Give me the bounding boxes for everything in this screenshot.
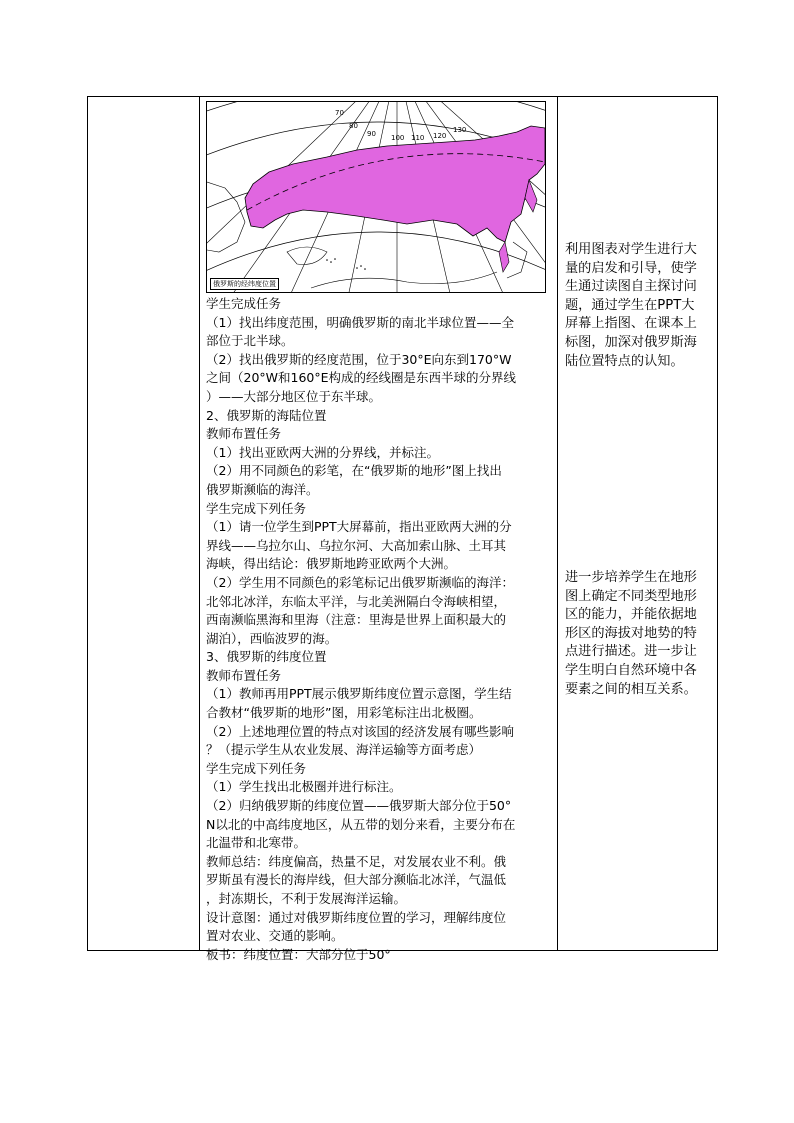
text-line: （1）教师再用PPT展示俄罗斯纬度位置示意图，学生结	[206, 686, 512, 702]
text-line: 教师总结：纬度偏高，热量不足，对发展农业不利。俄	[206, 853, 507, 869]
text-line: 界线——乌拉尔山、乌拉尔河、大高加索山脉、土耳其	[206, 537, 507, 553]
text-line: 湖泊），西临波罗的海。	[206, 630, 338, 646]
note-line: 屏幕上指图、在课本上	[565, 316, 697, 332]
text-line: 罗斯虽有漫长的海岸线，但大部分濒临北冰洋，气温低	[206, 872, 507, 888]
lesson-table	[87, 96, 718, 962]
text-line: （1）找出纬度范围，明确俄罗斯的南北半球位置——全	[206, 314, 514, 330]
russia-territory	[245, 126, 545, 242]
text-line: 3、俄罗斯的纬度位置	[206, 649, 327, 665]
text-line: （2）找出俄罗斯的经度范围，位于30°E向东到170°W	[206, 351, 512, 367]
design-note-1	[565, 241, 713, 371]
note-line: 标图，加深对俄罗斯海	[565, 334, 697, 350]
lon-label-70: 70	[335, 109, 344, 117]
note-line: 题，通过学生在PPT大	[565, 297, 695, 313]
lon-label-80: 80	[349, 122, 358, 130]
column-divider-left	[199, 97, 200, 950]
text-line: N以北的中高纬度地区，从五带的划分来看，主要分布在	[206, 816, 516, 832]
note-line: 形区的海拔对地势的特	[565, 625, 697, 641]
russia-latlon-map	[206, 101, 546, 293]
design-note-2	[565, 569, 713, 699]
text-line: ，封冻期长，不利于发展海洋运输。	[206, 891, 407, 906]
column-divider-right	[557, 97, 558, 950]
text-line: （1）找出亚欧两大洲的分界线，并标注。	[206, 444, 439, 460]
map-graphic	[207, 102, 546, 293]
lon-label-90: 90	[367, 130, 376, 138]
text-line: 学生完成下列任务	[206, 500, 307, 516]
text-line: 教师布置任务	[206, 426, 282, 442]
note-line: 点进行描述。进一步让	[565, 644, 697, 660]
text-line: （2）归纳俄罗斯的纬度位置——俄罗斯大部分位于50°	[206, 798, 512, 814]
text-line: 学生完成下列任务	[206, 760, 307, 776]
text-line: （2）学生用不同颜色的彩笔标记出俄罗斯濒临的海洋：	[206, 574, 514, 590]
text-line: （2）用不同颜色的彩笔，在“俄罗斯的地形”图上找出	[206, 463, 502, 479]
map-caption: 俄罗斯的经纬度位置	[210, 278, 279, 290]
text-line: 板书：纬度位置：大部分位于50°	[206, 946, 391, 962]
text-line: 学生完成任务	[206, 296, 282, 311]
text-line: 置对农业、交通的影响。	[206, 928, 344, 944]
text-line: 西南濒临黑海和里海（注意：里海是世界上面积最大的	[206, 612, 507, 628]
note-line: 量的启发和引导，使学	[565, 260, 697, 276]
text-line: 教师布置任务	[206, 667, 282, 683]
text-line: （1）请一位学生到PPT大屏幕前，指出亚欧两大洲的分	[206, 519, 512, 535]
text-line: 北温带和北寒带。	[206, 835, 307, 851]
lon-label-130: 130	[453, 126, 467, 134]
text-line: 设计意图：通过对俄罗斯纬度位置的学习，理解纬度位	[206, 909, 507, 925]
content-column	[206, 101, 552, 964]
lon-label-120: 120	[433, 132, 447, 140]
text-line: 部位于北半球。	[206, 333, 294, 349]
text-line: （2）上述地理位置的特点对该国的经济发展有哪些影响	[206, 723, 514, 739]
text-line: ？（提示学生从农业发展、海洋运输等方面考虑）	[206, 742, 482, 758]
note-line: 学生明白自然环境中各	[565, 662, 697, 678]
note-line: 生通过读图自主探讨问	[565, 279, 697, 295]
note-line: 要素之间的相互关系。	[565, 681, 697, 697]
note-line: 区的能力，并能依据地	[565, 607, 697, 623]
text-line: 之间（20°W和160°E构成的经线圈是东西半球的分界线	[206, 370, 517, 386]
note-line: 进一步培养学生在地形	[565, 570, 697, 585]
text-line: 2、俄罗斯的海陆位置	[206, 407, 327, 423]
text-line: 合教材“俄罗斯的地形”图，用彩笔标注出北极圈。	[206, 705, 482, 721]
note-line: 利用图表对学生进行大	[565, 242, 697, 257]
text-line: （1）学生找出北极圈并进行标注。	[206, 779, 402, 795]
note-line: 图上确定不同类型地形	[565, 588, 697, 604]
text-line: 俄罗斯濒临的海洋。	[206, 481, 319, 497]
lon-label-100: 100	[391, 134, 405, 142]
lesson-body-text	[206, 295, 552, 964]
text-line: 海峡，得出结论：俄罗斯地跨亚欧两个大洲。	[206, 556, 457, 572]
lon-label-110: 110	[411, 134, 425, 142]
text-line: 北邻北冰洋，东临太平洋，与北美洲隔白令海峡相望，	[206, 593, 507, 609]
text-line: ）——大部分地区位于东半球。	[206, 388, 382, 404]
note-line: 陆位置特点的认知。	[565, 353, 684, 369]
